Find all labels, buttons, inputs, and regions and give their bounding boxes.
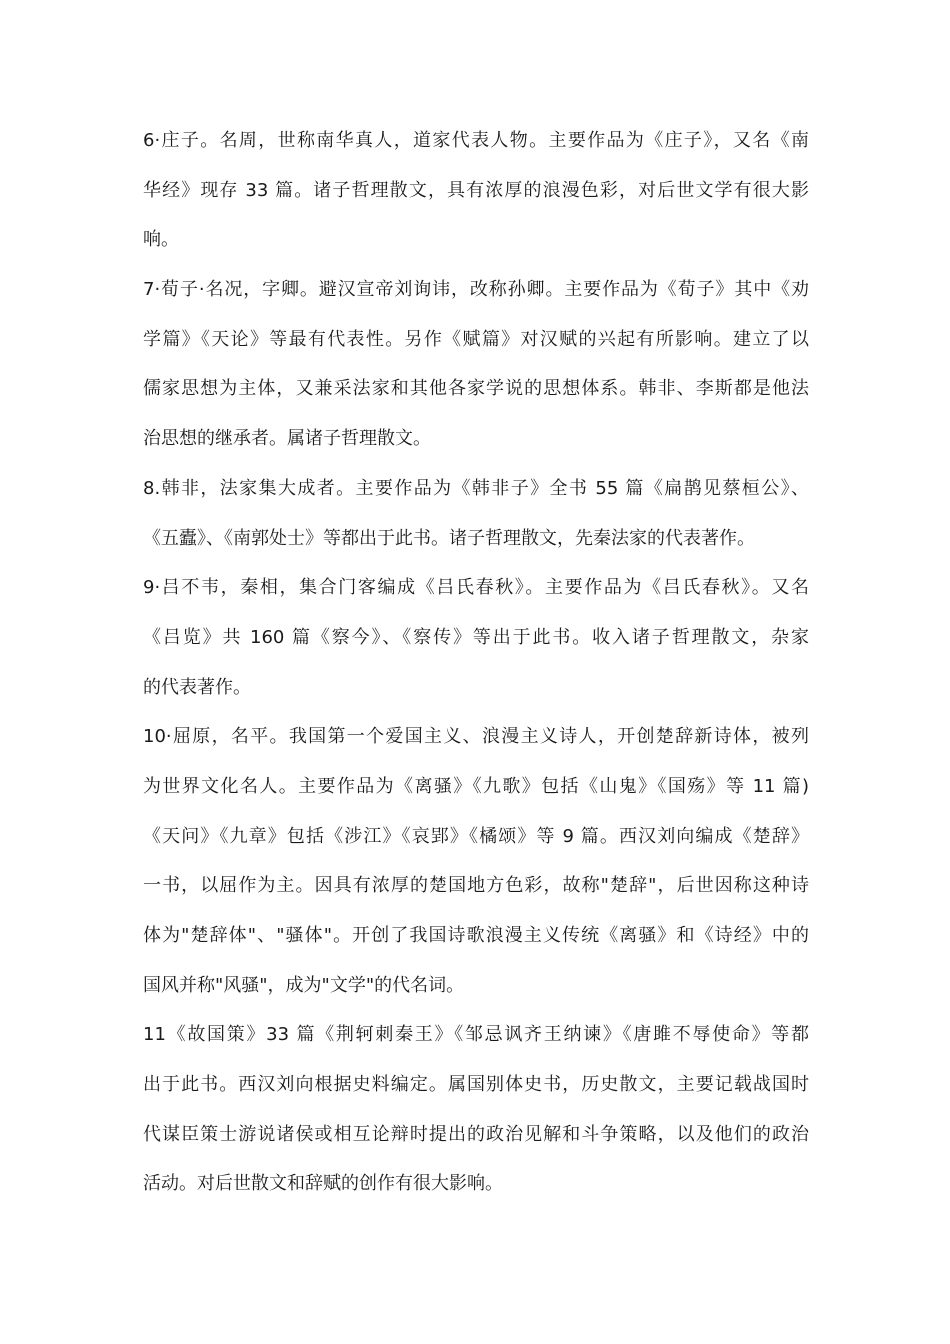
paragraph-line: 7·荀子·名况，字卿。避汉宣帝刘询讳，改称孙卿。主要作品为《荀子》其中《劝 xyxy=(143,279,809,301)
paragraph-line: 9·吕不韦，秦相，集合门客编成《吕氏春秋》。主要作品为《吕氏春秋》。又名 xyxy=(143,577,809,599)
paragraph-line: 一书，以屈作为主。因具有浓厚的楚国地方色彩，故称"楚辞"，后世因称这种诗 xyxy=(143,875,809,897)
paragraph-line: 8.韩非，法家集大成者。主要作品为《韩非子》全书 55 篇《扁鹊见蔡桓公》、 xyxy=(143,477,809,499)
paragraph-line: 代谋臣策士游说诸侯或相互论辩时提出的政治见解和斗争策略，以及他们的政治 xyxy=(143,1123,809,1145)
paragraph-line: 儒家思想为主体，又兼采法家和其他各家学说的思想体系。韩非、李斯都是他法 xyxy=(143,378,809,400)
entry-zhanguoce xyxy=(143,1010,809,1209)
entry-hanfei xyxy=(143,464,809,563)
paragraph-line: 《天问》《九章》包括《涉江》《哀郢》《橘颂》等 9 篇。西汉刘向编成《楚辞》 xyxy=(143,825,809,847)
paragraph-line: 出于此书。西汉刘向根据史料编定。属国别体史书，历史散文，主要记载战国时 xyxy=(143,1074,809,1096)
entry-lvbuwei xyxy=(143,563,809,712)
entry-xunzi xyxy=(143,265,809,464)
paragraph-line: 国风并称"风骚"，成为"文学"的代名词。 xyxy=(143,974,465,996)
document-body xyxy=(143,116,809,1209)
paragraph-line: 11《故国策》33 篇《荆轲刺秦王》《邹忌讽齐王纳谏》《唐雎不辱使命》等都 xyxy=(143,1024,809,1046)
paragraph-line: 为世界文化名人。主要作品为《离骚》《九歌》包括《山鬼》《国殇》等 11 篇) xyxy=(143,775,809,797)
paragraph-line: 的代表著作。 xyxy=(143,676,251,698)
paragraph-line: 体为"楚辞体"、"骚体"。开创了我国诗歌浪漫主义传统《离骚》和《诗经》中的 xyxy=(143,925,809,946)
paragraph-line: 华经》现存 33 篇。诸子哲理散文，具有浓厚的浪漫色彩，对后世文学有很大影 xyxy=(143,179,809,201)
paragraph-line: 6·庄子。名周，世称南华真人，道家代表人物。主要作品为《庄子》，又名《南 xyxy=(143,130,809,151)
paragraph-line: 响。 xyxy=(143,229,179,251)
paragraph-line: 学篇》《天论》等最有代表性。另作《赋篇》对汉赋的兴起有所影响。建立了以 xyxy=(143,328,809,350)
entry-zhuangzi xyxy=(143,116,809,265)
paragraph-line: 《五蠹》、《南郭处士》等都出于此书。诸子哲理散文，先秦法家的代表著作。 xyxy=(143,527,755,549)
paragraph-line: 治思想的继承者。属诸子哲理散文。 xyxy=(143,428,431,450)
paragraph-line: 《吕览》共 160 篇《察今》、《察传》等出于此书。收入诸子哲理散文，杂家 xyxy=(143,626,809,648)
paragraph-line: 活动。对后世散文和辞赋的创作有很大影响。 xyxy=(143,1173,503,1195)
entry-quyuan xyxy=(143,712,809,1010)
paragraph-line: 10·屈原，名平。我国第一个爱国主义、浪漫主义诗人，开创楚辞新诗体，被列 xyxy=(143,726,809,748)
